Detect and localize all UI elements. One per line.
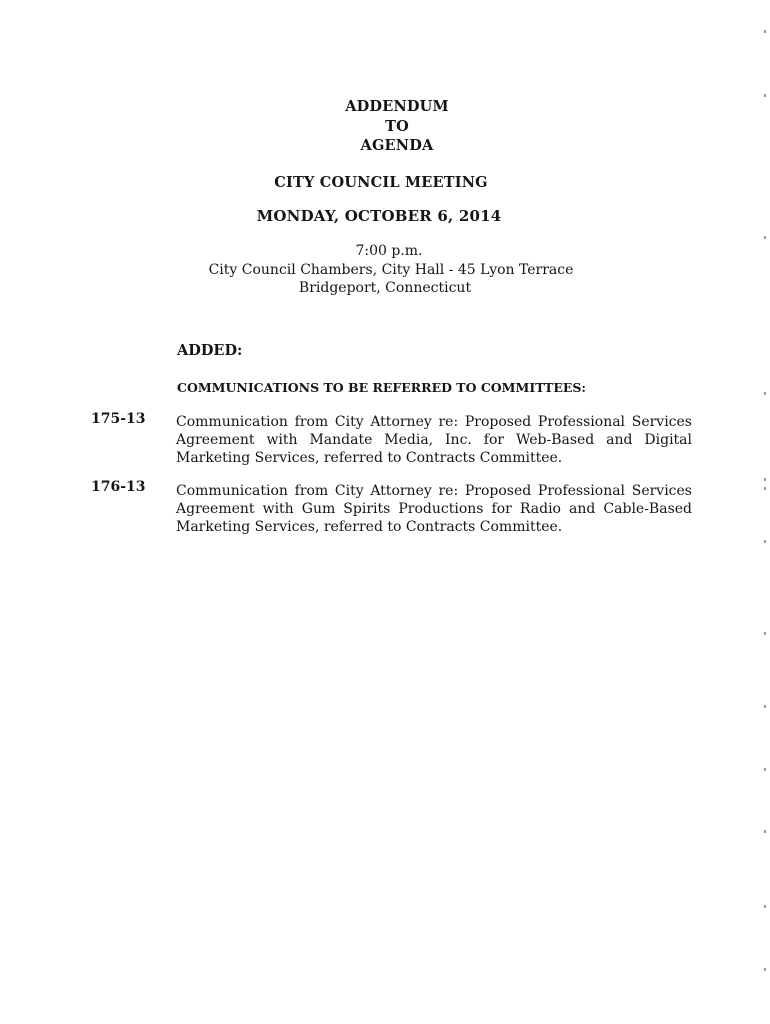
meeting-title: CITY COUNCIL MEETING: [274, 174, 488, 191]
meeting-location: City Council Chambers, City Hall - 45 Lyon Terrace: [208, 262, 574, 278]
item-number: 175-13: [91, 411, 146, 427]
meeting-time: 7:00 p.m.: [355, 243, 423, 259]
item-text: Communication from City Attorney re: Proposed Professional Services Agreement with Mandate Media, Inc. for Web-Based and Digital Marketing Services, referred to Contracts Committee.: [176, 414, 692, 466]
meeting-date: MONDAY, OCTOBER 6, 2014: [256, 207, 502, 225]
title-agenda: AGENDA: [360, 137, 434, 154]
scan-edge-marks: [760, 0, 768, 1024]
section-added: ADDED:: [177, 342, 243, 359]
title-addendum: ADDENDUM: [345, 98, 449, 115]
item-text: Communication from City Attorney re: Proposed Professional Services Agreement with Gum Spirits Productions for Radio and Cable-Based Marketing Services, referred to Contracts Committee.: [176, 483, 692, 535]
title-to: TO: [385, 118, 409, 135]
meeting-city: Bridgeport, Connecticut: [298, 280, 472, 296]
item-number: 176-13: [91, 479, 146, 495]
section-communications: COMMUNICATIONS TO BE REFERRED TO COMMITTEES:: [177, 380, 587, 395]
